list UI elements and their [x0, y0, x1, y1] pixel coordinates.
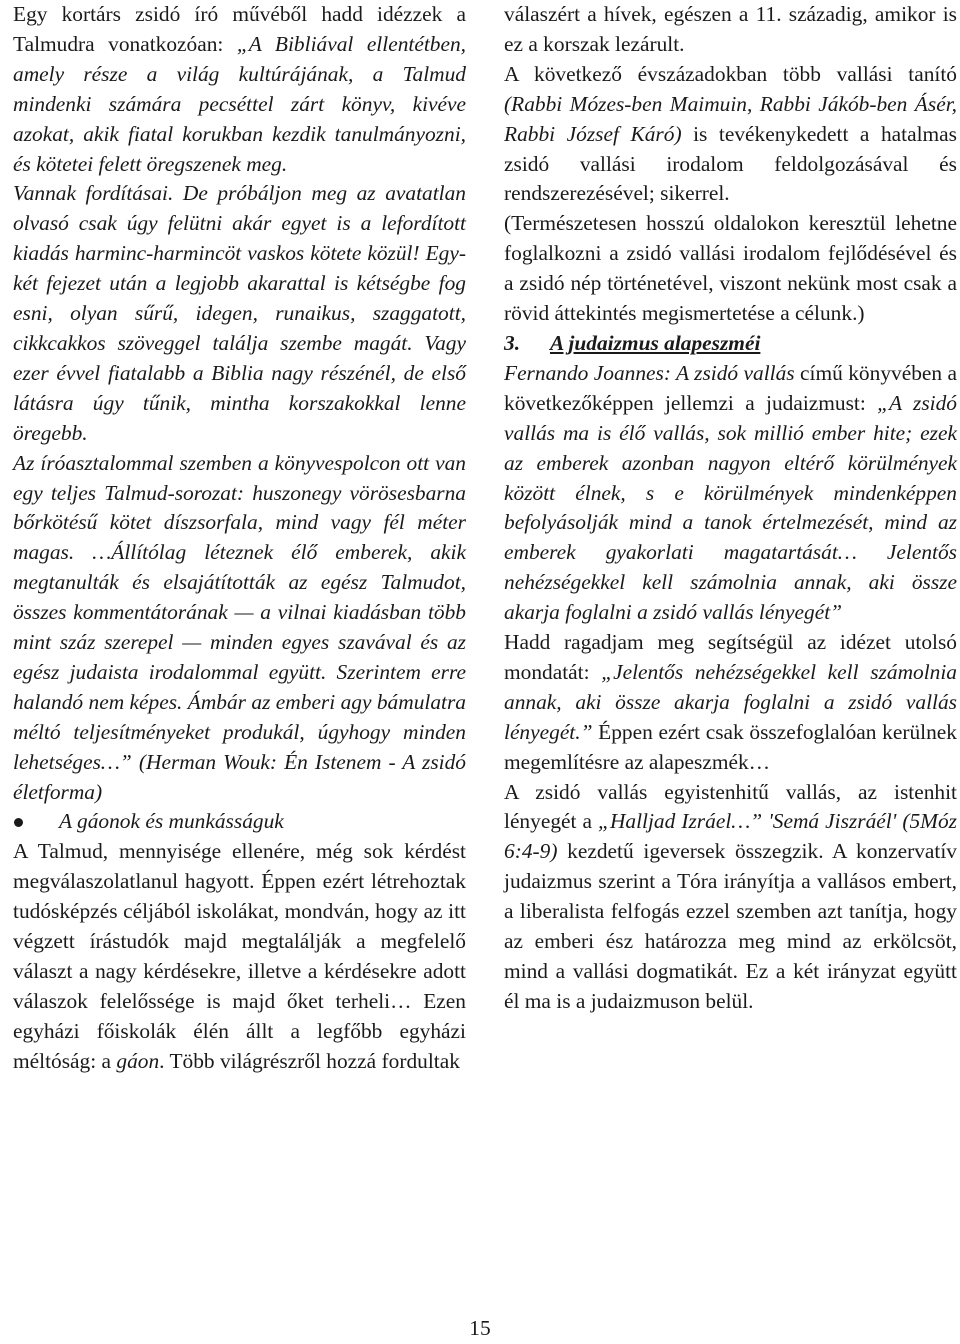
right-column	[504, 0, 957, 1017]
joannes-quote: „A zsidó vallás ma is élő vallás, sok millió ember hite; ezek az emberek azonban nagyon eltérő körülmények között élnek, s e körülmények mindenképpen befolyásolják mind a tanok értelmezését, mind az emberek gyakorlati magatartását… Jelentős nehézségekkel kell számolnia annak, aki össze akarja foglalni a zsidó vallás lényegét”	[504, 390, 957, 625]
monotheism-text-end: kezdetű igeversek összegzik. A konzervatív judaizmus szerint a Tóra irányítja a vallásos embert, a liberalista felfogás ezzel szemben azt tanítja, hogy az emberi ész határozza meg mind az erkölcsöt, mind a vallási dogmatikát. Ez a két irányzat együtt él ma is a judaizmuson belül.	[504, 839, 957, 1013]
intro-paragraph	[13, 0, 466, 179]
book-reference: Fernando Joannes: A zsidó vallás	[504, 360, 795, 385]
monotheism-text: A zsidó vallás egyistenhitű vallás, az istenhit lényegét a	[504, 779, 957, 834]
bullet-icon	[14, 818, 23, 827]
intro-text: Egy kortárs zsidó író művéből hadd idézzek a Talmudra vonatkozóan:	[13, 2, 466, 56]
bullet-title: A gáonok és munkásságuk	[59, 809, 284, 834]
monotheism-paragraph	[504, 778, 957, 1017]
section-title: A judaizmus alapeszméi	[550, 330, 761, 355]
gaon-text: A Talmud, mennyisége ellenére, még sok kérdést megválaszolatlanul hagyott. Éppen ezért létrehoztak tudósképzés céljából iskolákat, mondván, hogy az itt végzett írástudók majd megtalálják a megfelelő választ a nagy kérdésekre, illetve a kérdésekre adott válaszok felelőssége is majd őket terheli… Ezen egyházi főiskolák élén állt a legfőbb egyházi méltóság: a	[13, 839, 466, 1073]
summary-text: Hadd ragadjam meg segítségül az idézet utolsó mondatát:	[504, 630, 957, 684]
gaon-term: gáon	[116, 1048, 160, 1073]
teachers-text-end: is tevékenykedett a hatalmas zsidó vallási irodalom feldolgozásával és rendszerezésével; sikerrel.	[504, 121, 957, 206]
gaon-paragraph	[13, 837, 466, 1076]
joannes-paragraph	[504, 359, 957, 628]
page-number: 15	[469, 1316, 491, 1340]
bookshelf-quote: Az íróasztalommal szemben a könyvespolcon ott van egy teljes Talmud-sorozat: huszonegy vörösesbarna bőrkötésű kötet díszsorfala, mind vagy fél méter magas. …Állítólag léteznek élő emberek, akik megtanulták és elsajátították az egész Talmudot, összes kommentátorának — a vilnai kiadásban több mint száz szerepel — minden egyes szavával és az egész judaista irodalommal együtt. Szerintem erre halandó nem képes. Ámbár az emberi agy bámulatra méltó teljesítményeket produkál, úgyhogy minden lehetséges…”	[13, 450, 466, 774]
gaon-text-end: . Több világrészről hozzá fordultak	[159, 1048, 460, 1073]
summary-paragraph	[504, 628, 957, 778]
summary-text-end: Éppen ezért csak összefoglalóan kerülnek megemlítésre az alapeszmék…	[504, 719, 957, 774]
rabbi-names: (Rabbi Mózes-ben Maimuin, Rabbi Jákób-ben Ásér, Rabbi József Káró)	[504, 91, 957, 146]
note-paragraph: (Természetesen hosszú oldalokon keresztül lehetne foglalkozni a zsidó vallási irodalom fejlődésével és a zsidó nép történetével, viszont nekünk most csak a rövid áttekintés megismertetése a célunk.)	[504, 211, 957, 326]
section-number: 3.	[504, 330, 521, 355]
bookshelf-paragraph	[13, 449, 466, 808]
translations-paragraph: Vannak fordításai. De próbáljon meg az avatatlan olvasó csak úgy felütni akár egyet is a lefordított kiadás harminc-harmincöt vaskos kötete közül! Egy-két fejezet után a legjobb akarattal is kétségbe fog esni, olyan sűrű, idegen, runaikus, szaggatott, cikkcakkos szöveggel találja szembe magát. Vagy ezer évvel fiatalabb a Biblia nagy részénél, de első látásra úgy tűnik, mintha korszakokkal lenne öregebb.	[13, 181, 466, 445]
left-column	[13, 0, 466, 1077]
quote-source: (Herman Wouk: Én Istenem - A zsidó életforma)	[13, 749, 467, 804]
shema-reference: „Halljad Izráel…” 'Semá Jiszráél' (5Móz 6:4-9)	[504, 809, 957, 864]
summary-quote: „Jelentős nehézségekkel kell számolnia annak, aki össze akarja foglalni a zsidó vallás lényegét.”	[504, 659, 957, 744]
joannes-text: című könyvében a következőképpen jellemzi a judaizmust:	[504, 360, 957, 415]
section-bullet	[13, 807, 466, 837]
section-heading	[504, 329, 957, 359]
talmud-quote: „A Bibliával ellentétben, amely része a világ kultúrájának, a Talmud mindenki számára pecséttel zárt könyv, kivéve azokat, akik fiatal korukban kezdik tanulmányozni, és kötetei felett öregszenek meg.	[13, 31, 466, 176]
teachers-text: A következő évszázadokban több vallási tanító	[504, 61, 957, 86]
continuation-paragraph: válaszért a hívek, egészen a 11. századig, amikor is ez a korszak lezárult.	[504, 2, 957, 56]
teachers-paragraph	[504, 60, 957, 210]
